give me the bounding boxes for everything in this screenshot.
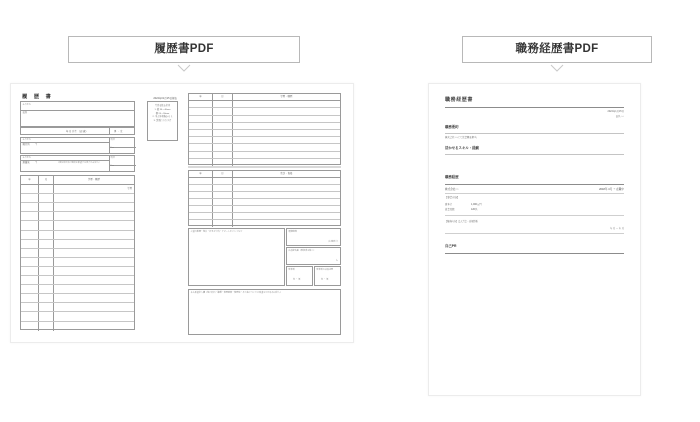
personal-wishes-box	[188, 289, 341, 335]
cell-body	[233, 159, 340, 166]
cell-body	[233, 116, 340, 122]
photo-line: 写真を貼る位置	[154, 105, 171, 107]
current-address-block	[20, 137, 135, 154]
cell-year	[189, 123, 213, 129]
section-body-skills	[445, 157, 624, 169]
cell-month	[213, 144, 233, 150]
table-row	[189, 137, 340, 144]
cell-year	[189, 137, 213, 143]
table-row	[21, 285, 134, 294]
rirekisho-page-right	[187, 92, 347, 336]
tab-rirekisho-pdf[interactable]	[68, 36, 300, 63]
career-kv-row	[445, 202, 624, 206]
cell-body	[54, 194, 134, 202]
career-kv-value: 120名	[471, 208, 478, 212]
column-header-month: 月	[213, 94, 233, 100]
column-header-year: 年	[21, 176, 39, 184]
cell-body	[233, 185, 340, 191]
cell-body	[54, 276, 134, 284]
table-row	[189, 144, 340, 151]
cell-month	[213, 192, 233, 198]
table-row	[189, 101, 340, 108]
cell-body	[54, 312, 134, 320]
cell-year	[21, 294, 39, 302]
rirekisho-title: 履 歴 書	[22, 94, 54, 100]
career-kv-value: 1,000万円	[471, 202, 482, 206]
rirekisho-sheet	[19, 92, 347, 336]
contact-postal: 〒	[35, 160, 38, 164]
table-row	[21, 203, 134, 212]
chevron-down-icon	[550, 64, 564, 72]
table-row	[21, 221, 134, 230]
spouse-support-box	[314, 266, 341, 286]
column-header-month: 月	[39, 176, 54, 184]
address-furigana-label: ふりがな	[22, 138, 31, 141]
cell-month	[39, 276, 54, 284]
cell-month	[213, 108, 233, 114]
cell-year	[189, 144, 213, 150]
cell-body	[233, 192, 340, 198]
divider	[445, 154, 624, 155]
column-header-body: 学歴・職歴	[87, 177, 100, 181]
cell-year	[21, 185, 39, 193]
cell-month	[213, 178, 233, 184]
cell-month	[213, 213, 233, 219]
rirekisho-date: 2024年01月15日現在	[153, 97, 177, 100]
divider	[445, 233, 624, 234]
cell-year	[189, 178, 213, 184]
column-header-month: 月	[213, 171, 233, 177]
cell-body	[54, 258, 134, 266]
cell-month	[213, 137, 233, 143]
cell-year	[21, 285, 39, 293]
address-label: 現住所	[22, 142, 30, 146]
career-meta-label: 【事業内容】	[445, 196, 460, 200]
cell-body	[233, 123, 340, 129]
table-row	[189, 123, 340, 130]
birth-gender-row	[20, 127, 135, 135]
table-row	[189, 206, 340, 213]
tab-shokumu-label: 職務経歴書PDF	[515, 42, 599, 55]
cell-year	[21, 203, 39, 211]
table-row	[189, 130, 340, 137]
divider	[445, 215, 624, 216]
cell-month	[39, 303, 54, 311]
dependents-box	[286, 247, 341, 265]
spouse-box	[286, 266, 313, 286]
shokumu-name: 氏名 ○○	[615, 115, 624, 119]
divider	[445, 253, 624, 254]
license-qualification-table	[188, 170, 341, 226]
career-kv-key: 従業員数	[445, 208, 455, 212]
contact-tel-label: 電話	[110, 156, 115, 159]
divider	[445, 133, 624, 134]
cell-month	[39, 258, 54, 266]
tel-label: 電話	[110, 138, 115, 141]
commute-value: 約 時間 分	[328, 240, 338, 243]
column-header-year: 年	[189, 171, 213, 177]
tab-shokumu-keirekisho-pdf[interactable]	[462, 36, 652, 63]
cell-body	[54, 285, 134, 293]
career-kv-key: 資本金	[445, 202, 453, 206]
contact-note: （現住所以外に連絡を希望する場合のみ記入）	[57, 161, 101, 164]
contact-label: 連絡先	[22, 160, 30, 164]
cell-body	[54, 203, 134, 211]
cell-month	[39, 322, 54, 331]
cell-year	[189, 206, 213, 212]
cell-year	[189, 213, 213, 219]
cell-month	[213, 116, 233, 122]
cell-year	[189, 159, 213, 166]
cell-year	[189, 108, 213, 114]
cell-year	[21, 194, 39, 202]
cell-month	[213, 220, 233, 227]
table-row	[21, 231, 134, 240]
pr-box-label: 志望の動機・特技・好きな学科・アピールポイントなど	[190, 230, 243, 233]
cell-month	[39, 267, 54, 275]
birth-label: 年 月 日生 （満 歳）	[66, 129, 88, 133]
table-row	[21, 212, 134, 221]
cell-year	[189, 101, 213, 107]
cell-year	[21, 303, 39, 311]
table-row	[21, 240, 134, 249]
table-row	[189, 220, 340, 227]
cell-month	[39, 249, 54, 257]
cell-month	[39, 240, 54, 248]
cell-month	[213, 159, 233, 166]
photo-line: 3. 裏面にのりづけ	[153, 120, 172, 123]
career-company: 株式会社○○	[445, 188, 459, 192]
cell-year	[189, 130, 213, 136]
spouse-label: 配偶者	[288, 268, 295, 271]
cell-body	[233, 144, 340, 150]
cell-body	[54, 294, 134, 302]
cell-month	[213, 206, 233, 212]
table-row	[21, 249, 134, 258]
cell-body	[233, 220, 340, 227]
cell-body	[54, 322, 134, 331]
section-heading-selfpr: 自己PR	[445, 244, 457, 249]
divider	[21, 110, 134, 111]
table-row	[189, 185, 340, 192]
wishes-label: 本人希望記入欄（特に給料・職種・勤務時間・勤務地・その他についての希望などがあれば記入）	[190, 291, 282, 294]
divider	[109, 128, 110, 134]
contact-fax-label: Fax	[110, 165, 114, 168]
cell-body	[233, 152, 340, 158]
name-block	[20, 101, 135, 127]
cell-month	[213, 199, 233, 205]
column-header-body: 免許・資格	[280, 171, 293, 175]
cell-body	[233, 130, 340, 136]
dependents-label: 扶養家族数（配偶者を除く）	[288, 249, 316, 252]
divider	[445, 184, 624, 185]
cell-month	[213, 130, 233, 136]
photo-line: 2. 本人単身胸から上	[152, 116, 173, 119]
section-heading-summary: 職務要約	[445, 124, 459, 129]
page-band	[188, 166, 341, 168]
education-work-history-table	[20, 175, 135, 330]
table-row	[189, 116, 340, 123]
contact-furigana-label: ふりがな	[22, 156, 31, 159]
cell-month	[39, 212, 54, 220]
cell-month	[213, 152, 233, 158]
table-row	[189, 192, 340, 199]
table-row	[21, 322, 134, 331]
table-row	[21, 267, 134, 276]
cell-year	[189, 152, 213, 158]
table-row	[189, 108, 340, 115]
cell-year	[189, 185, 213, 191]
divider	[109, 138, 110, 153]
chevron-down-icon	[177, 64, 191, 72]
section-body-summary: 株式会社○○にて営業職を担当	[445, 136, 477, 140]
cell-body	[233, 199, 340, 205]
shokumu-keirekisho-preview-panel[interactable]	[428, 83, 641, 396]
table-row	[21, 194, 134, 203]
cell-body	[233, 137, 340, 143]
shokumu-date: 2024年1月15日	[607, 109, 624, 113]
table-row	[189, 159, 340, 166]
table-row	[189, 178, 340, 185]
table-row	[21, 185, 134, 194]
cell-year	[21, 231, 39, 239]
table-header-row	[189, 94, 340, 101]
fax-label: Fax	[110, 147, 114, 150]
spouse-value: 有 ・ 無	[293, 278, 301, 281]
cell-year	[21, 276, 39, 284]
cell-month	[39, 231, 54, 239]
cell-body	[233, 213, 340, 219]
cell-month	[213, 101, 233, 107]
section-heading-career: 職務経歴	[445, 175, 459, 180]
career-detail-label: 【職務内容】法人営業・新規開拓	[445, 220, 478, 223]
motivation-pr-box	[188, 228, 285, 286]
divider	[445, 107, 624, 108]
table-row	[189, 199, 340, 206]
table-row	[21, 294, 134, 303]
name-label: 氏名	[22, 111, 28, 114]
contact-address-block	[20, 155, 135, 172]
cell-body	[54, 240, 134, 248]
cell-year	[21, 322, 39, 331]
cell-month	[39, 294, 54, 302]
rirekisho-page-left	[19, 92, 179, 336]
column-header-body: 学歴・職歴	[280, 94, 293, 98]
tab-rirekisho-label: 履歴書PDF	[154, 42, 214, 55]
cell-month	[213, 123, 233, 129]
table-row	[21, 312, 134, 321]
gender-label: 男 ・ 女	[114, 129, 123, 133]
photo-line: 横 24〜30mm	[155, 112, 170, 115]
spouse-support-value: 有 ・ 無	[321, 278, 329, 281]
table-header-row	[189, 171, 340, 178]
table-row	[189, 152, 340, 159]
rirekisho-preview-panel[interactable]	[10, 83, 354, 343]
cell-year	[189, 116, 213, 122]
table-row	[21, 276, 134, 285]
cell-year	[21, 240, 39, 248]
cell-body	[54, 303, 134, 311]
cell-body	[54, 249, 134, 257]
cell-year	[21, 312, 39, 320]
cell-month	[39, 221, 54, 229]
commute-time-box	[286, 228, 341, 246]
shokumu-title: 職務経歴書	[445, 97, 474, 103]
cell-year	[189, 192, 213, 198]
cell-year	[21, 258, 39, 266]
photo-line: 1. 縦 36〜40mm	[154, 108, 171, 111]
spouse-support-label: 配偶者の扶養義務	[316, 268, 334, 271]
cell-month	[213, 185, 233, 191]
commute-label: 通勤時間	[288, 230, 297, 233]
address-postal: 〒	[35, 142, 38, 146]
career-period: 2018年 4月 〜 在職中	[599, 188, 624, 192]
cell-body	[54, 267, 134, 275]
cell-month	[39, 203, 54, 211]
cell-body	[233, 206, 340, 212]
career-company-row	[445, 187, 624, 191]
shokumu-sheet	[445, 98, 624, 381]
career-kv-row	[445, 207, 624, 211]
cell-body	[54, 212, 134, 220]
cell-year	[21, 221, 39, 229]
cell-year	[21, 267, 39, 275]
cell-note: 学歴	[127, 187, 132, 190]
dependents-value: 人	[335, 259, 338, 262]
work-history-continued-table	[188, 93, 341, 165]
cell-month	[39, 185, 54, 193]
cell-body	[233, 178, 340, 184]
cell-month	[39, 312, 54, 320]
section-heading-skills: 活かせるスキル・経験	[445, 145, 479, 150]
column-header-year: 年	[189, 94, 213, 100]
photo-placeholder-box	[147, 101, 178, 141]
table-row	[189, 213, 340, 220]
cell-year	[21, 249, 39, 257]
table-row	[21, 258, 134, 267]
divider	[445, 193, 624, 194]
table-row	[21, 303, 134, 312]
cell-year	[189, 199, 213, 205]
furigana-name-label: ふりがな	[22, 103, 31, 106]
cell-body	[233, 101, 340, 107]
table-header-row	[21, 176, 134, 185]
cell-year	[21, 212, 39, 220]
cell-month	[39, 194, 54, 202]
cell-body	[54, 221, 134, 229]
career-detail-period: 年 月 〜 年 月	[609, 227, 624, 230]
cell-body	[54, 231, 134, 239]
cell-body	[233, 108, 340, 114]
cell-body	[54, 185, 134, 193]
divider	[109, 156, 110, 171]
cell-month	[39, 285, 54, 293]
cell-year	[189, 220, 213, 227]
